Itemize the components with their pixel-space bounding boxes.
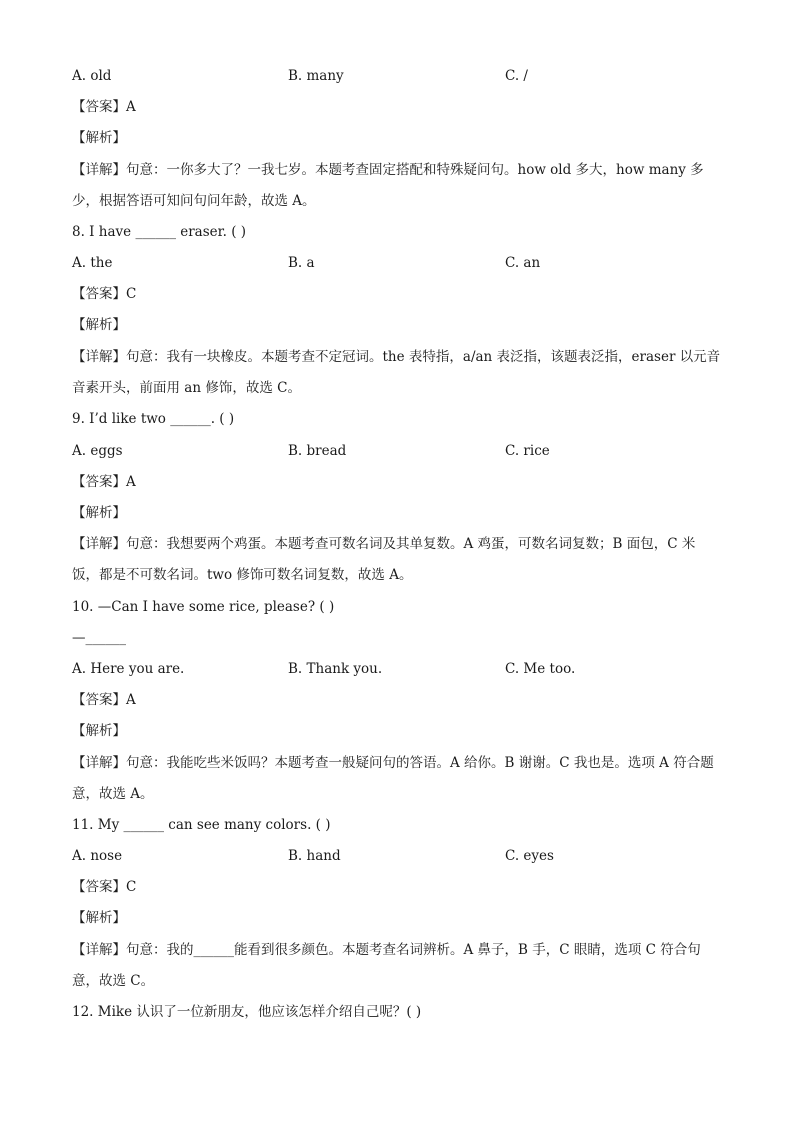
q10-option-b: B. Thank you. [288,661,383,677]
q9-option-b: B. bread [288,443,347,459]
q7-analysis-label: 【解析】 [72,130,126,146]
q8-option-b: B. a [288,255,315,271]
q11-answer: 【答案】C [72,879,137,895]
q8-option-c: C. an [505,255,541,271]
q8-stem: 8. I have ______ eraser. ( ) [72,224,247,240]
q11-option-a: A. nose [72,848,123,864]
q9-answer: 【答案】A [72,474,136,490]
q9-option-c: C. rice [505,443,550,459]
q10-option-a: A. Here you are. [72,661,185,677]
q8-detail: 【详解】句意：我有一块橡皮。本题考查不定冠词。the 表特指，a/an 表泛指，该题表泛指，eraser 以元音音素开头，前面用 an 修饰，故选 C。 [72,349,721,396]
q9-analysis-label: 【解析】 [72,505,126,521]
q8-analysis-label: 【解析】 [72,317,126,333]
q10-stem: 10. —Can I have some rice, please? ( ) [72,599,335,615]
q10-answer: 【答案】A [72,692,136,708]
q10-detail: 【详解】句意：我能吃些米饭吗？本题考查一般疑问句的答语。A 给你。B 谢谢。C 我也是。选项 A 符合题意，故选 A。 [72,755,714,802]
q11-analysis-label: 【解析】 [72,910,126,926]
q11-option-c: C. eyes [505,848,554,864]
q7-answer: 【答案】A [72,99,136,115]
q7-option-c: C. / [505,68,528,84]
q11-stem: 11. My ______ can see many colors. ( ) [72,817,331,833]
q10-reply: —______ [72,630,126,646]
q7-option-b: B. many [288,68,344,84]
q10-option-c: C. Me too. [505,661,576,677]
q9-option-a: A. eggs [72,443,123,459]
q10-analysis-label: 【解析】 [72,723,126,739]
q7-option-a: A. old [72,68,112,84]
q9-stem: 9. I’d like two ______. ( ) [72,411,235,427]
q7-detail: 【详解】句意：一你多大了？一我七岁。本题考查固定搭配和特殊疑问句。how old 多大，how many 多少，根据答语可知问句问年龄，故选 A。 [72,162,704,209]
q12-stem: 12. Mike 认识了一位新朋友，他应该怎样介绍自己呢？( ) [72,1004,422,1020]
q8-option-a: A. the [72,255,113,271]
q8-answer: 【答案】C [72,286,137,302]
q11-detail: 【详解】句意：我的______能看到很多颜色。本题考查名词辨析。A 鼻子，B 手，C 眼睛，选项 C 符合句意，故选 C。 [72,942,701,989]
q9-detail: 【详解】句意：我想要两个鸡蛋。本题考查可数名词及其单复数。A 鸡蛋，可数名词复数；B 面包，C 米饭，都是不可数名词。two 修饰可数名词复数，故选 A。 [72,536,696,583]
q11-option-b: B. hand [288,848,341,864]
